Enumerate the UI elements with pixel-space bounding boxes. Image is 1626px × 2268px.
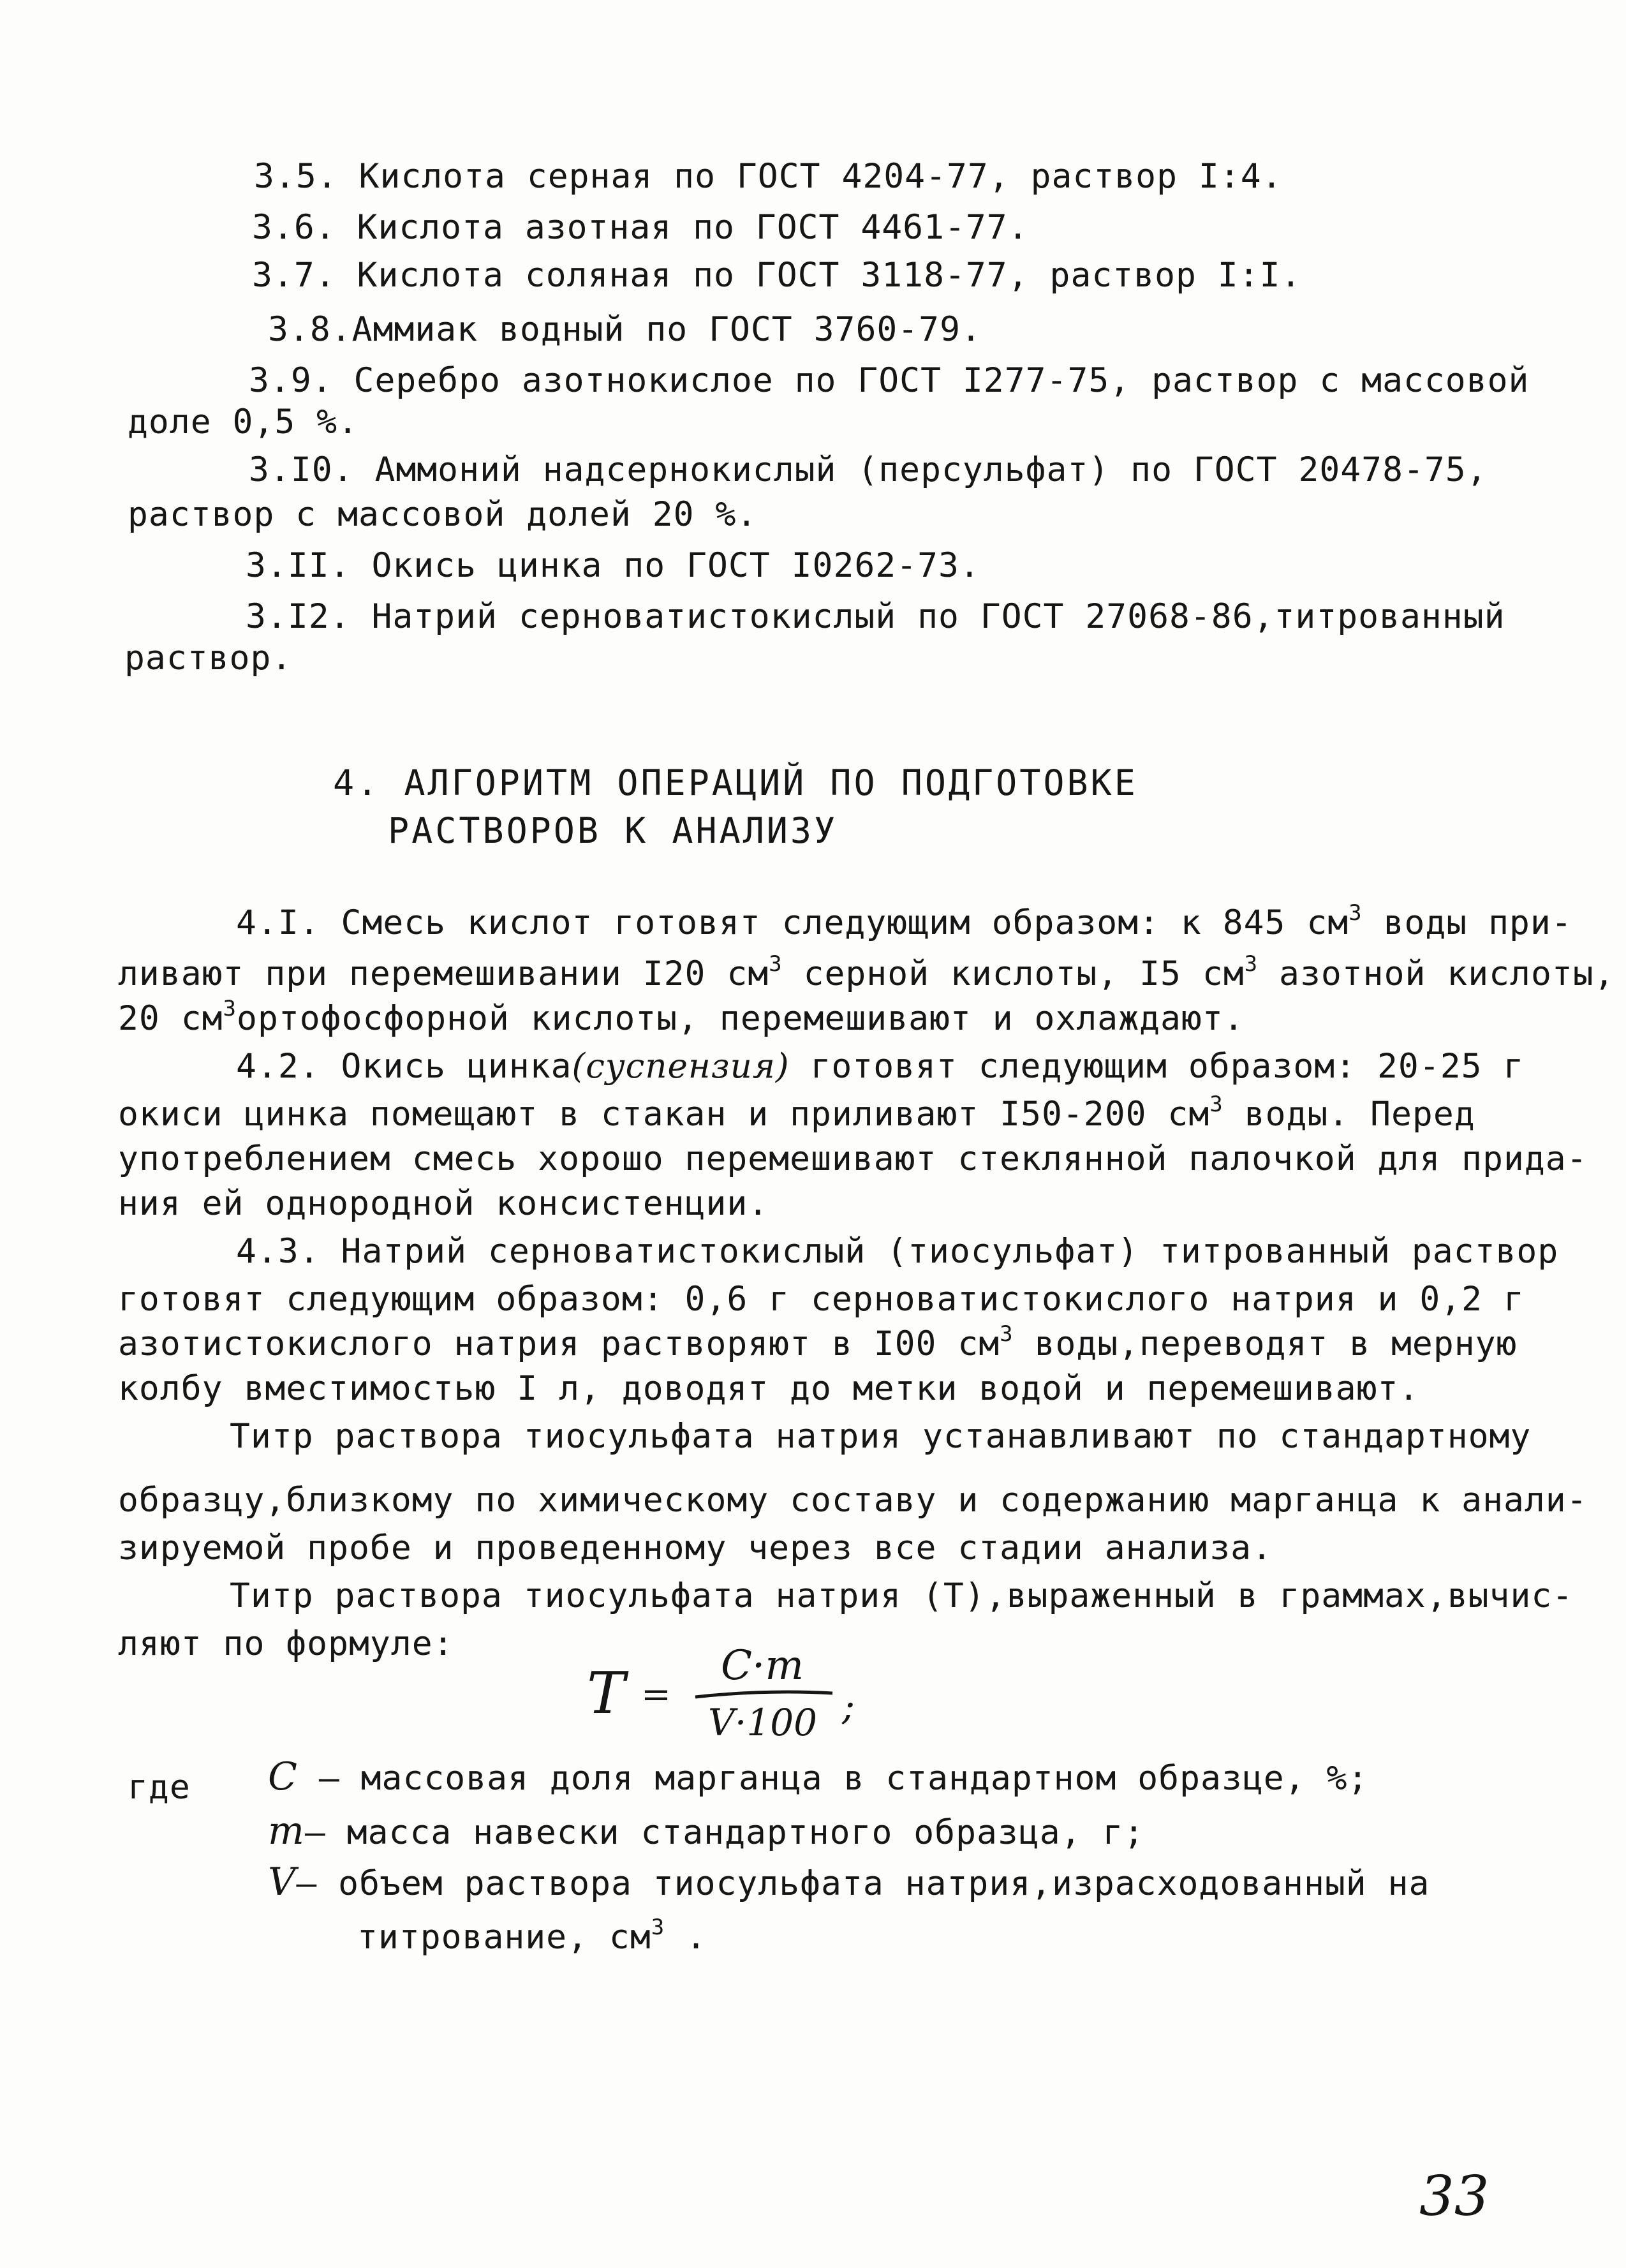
item-3-9-line2: доле 0,5 %. xyxy=(128,403,358,441)
para-4-3-line1: 4.3. Натрий серноватистокислый (тиосульфат) титрованный раствор xyxy=(236,1232,1559,1271)
para-4-3-line3: азотистокислого натрия растворяют в I00 $см^3$ воды,переводят в мерную xyxy=(118,1321,1518,1363)
handwritten-parentheses: (Т) xyxy=(922,1576,986,1615)
formula-numerator: C·m xyxy=(721,1642,804,1689)
handwritten-parentheses: (тиосульфат) xyxy=(887,1232,1139,1271)
handwritten-parentheses: (персульфат) xyxy=(857,450,1110,489)
definition-m: m– масса навески стандартного образца, г; xyxy=(268,1809,1145,1853)
para-4-1-line3: 20 $см^3ортофосфорной$ кислоты, перемешивают и охлаждают. xyxy=(118,996,1245,1038)
para-4-3-line2: готовят следующим образом: 0,6 г серноватистокислого натрия и 0,2 г xyxy=(118,1280,1525,1319)
item-3-12-line1: 3.I2. Натрий серноватистокислый по ГОСТ 27068-86,титрованный xyxy=(246,597,1505,636)
item-3-5: 3.5. Кислота серная по ГОСТ 4204-77, раствор I:4. xyxy=(254,157,1283,196)
where-label: где xyxy=(128,1768,191,1807)
item-3-7: 3.7. Кислота соляная по ГОСТ 3118-77, раствор I:I. xyxy=(252,256,1302,295)
para-4-3-line4: колбу вместимостью I л, доводят до метки водой и перемешивают. xyxy=(118,1369,1420,1408)
definition-v-line2: титрование, $см^3$ . xyxy=(357,1915,707,1957)
formula-equals: = xyxy=(641,1674,671,1716)
para-titr-line3: зируемой пробе и проведенному через все стадии анализа. xyxy=(118,1529,1273,1568)
symbol-v: V xyxy=(268,1860,297,1904)
para-4-1-line2: ливают при перемешивании I20 $см^3$ серной кислоты, I5 $см^3$ азотной кислоты, xyxy=(118,951,1615,993)
para-4-1-line1: 4.I. Смесь кислот готовят следующим образом: к 845 $см^3$ воды при- xyxy=(236,900,1572,942)
item-3-9-line1: 3.9. Серебро азотнокислое по ГОСТ I277-75, раствор с массовой xyxy=(249,361,1530,400)
item-3-12-line2: раствор. xyxy=(124,639,293,678)
page-number: 33 xyxy=(1419,2165,1489,2228)
para-4-2-line3: употреблением смесь хорошо перемешивают стеклянной палочкой для прида- xyxy=(118,1139,1588,1178)
para-4-2-line4: ния ей однородной консистенции. xyxy=(118,1184,769,1223)
section-title-line1: 4. АЛГОРИТМ ОПЕРАЦИЙ ПО ПОДГОТОВКЕ xyxy=(333,762,1138,803)
para-titr-line2: образцу,близкому по химическому составу и содержанию марганца к анали- xyxy=(118,1481,1588,1520)
item-3-10-line1: 3.I0. Аммоний надсернокислый (персульфат) по ГОСТ 20478-75, xyxy=(249,450,1488,489)
definition-v-line1: V– объем раствора тиосульфата натрия,израсходованный на xyxy=(268,1860,1430,1904)
item-3-6: 3.6. Кислота азотная по ГОСТ 4461-77. xyxy=(252,208,1029,247)
formula-lhs: T xyxy=(587,1660,626,1727)
handwritten-insertion: (суспензия) xyxy=(572,1047,790,1086)
formula-denominator: V·100 xyxy=(708,1701,818,1744)
fraction-bar xyxy=(695,1692,832,1697)
handwritten-formula xyxy=(580,1633,912,1761)
formula-punctuation: ; xyxy=(842,1684,855,1729)
item-3-8: 3.8.Аммиак водный по ГОСТ 3760-79. xyxy=(268,310,982,349)
item-3-10-line2: раствор с массовой долей 20 %. xyxy=(128,495,758,534)
symbol-c: C xyxy=(268,1754,298,1799)
definition-c: C – массовая доля марганца в стандартном образце, %; xyxy=(268,1754,1369,1799)
para-4-2-line2: окиси цинка помещают в стакан и приливают I50-200 $см^3$ воды. Перед xyxy=(118,1092,1475,1134)
para-titr-line1: Титр раствора тиосульфата натрия устанавливают по стандартному xyxy=(230,1417,1532,1456)
symbol-m: m xyxy=(268,1809,305,1853)
formula-intro-line2: ляют по формуле: xyxy=(118,1624,454,1663)
para-4-2-line1: 4.2. Окись цинка(суспензия) готовят следующим образом: 20-25 г xyxy=(236,1047,1525,1086)
section-title-line2: РАСТВОРОВ К АНАЛИЗУ xyxy=(388,810,838,851)
formula-intro-line1: Титр раствора тиосульфата натрия (Т),выраженный в граммах,вычис- xyxy=(230,1576,1574,1615)
item-3-11: 3.II. Окись цинка по ГОСТ I0262-73. xyxy=(246,546,980,585)
